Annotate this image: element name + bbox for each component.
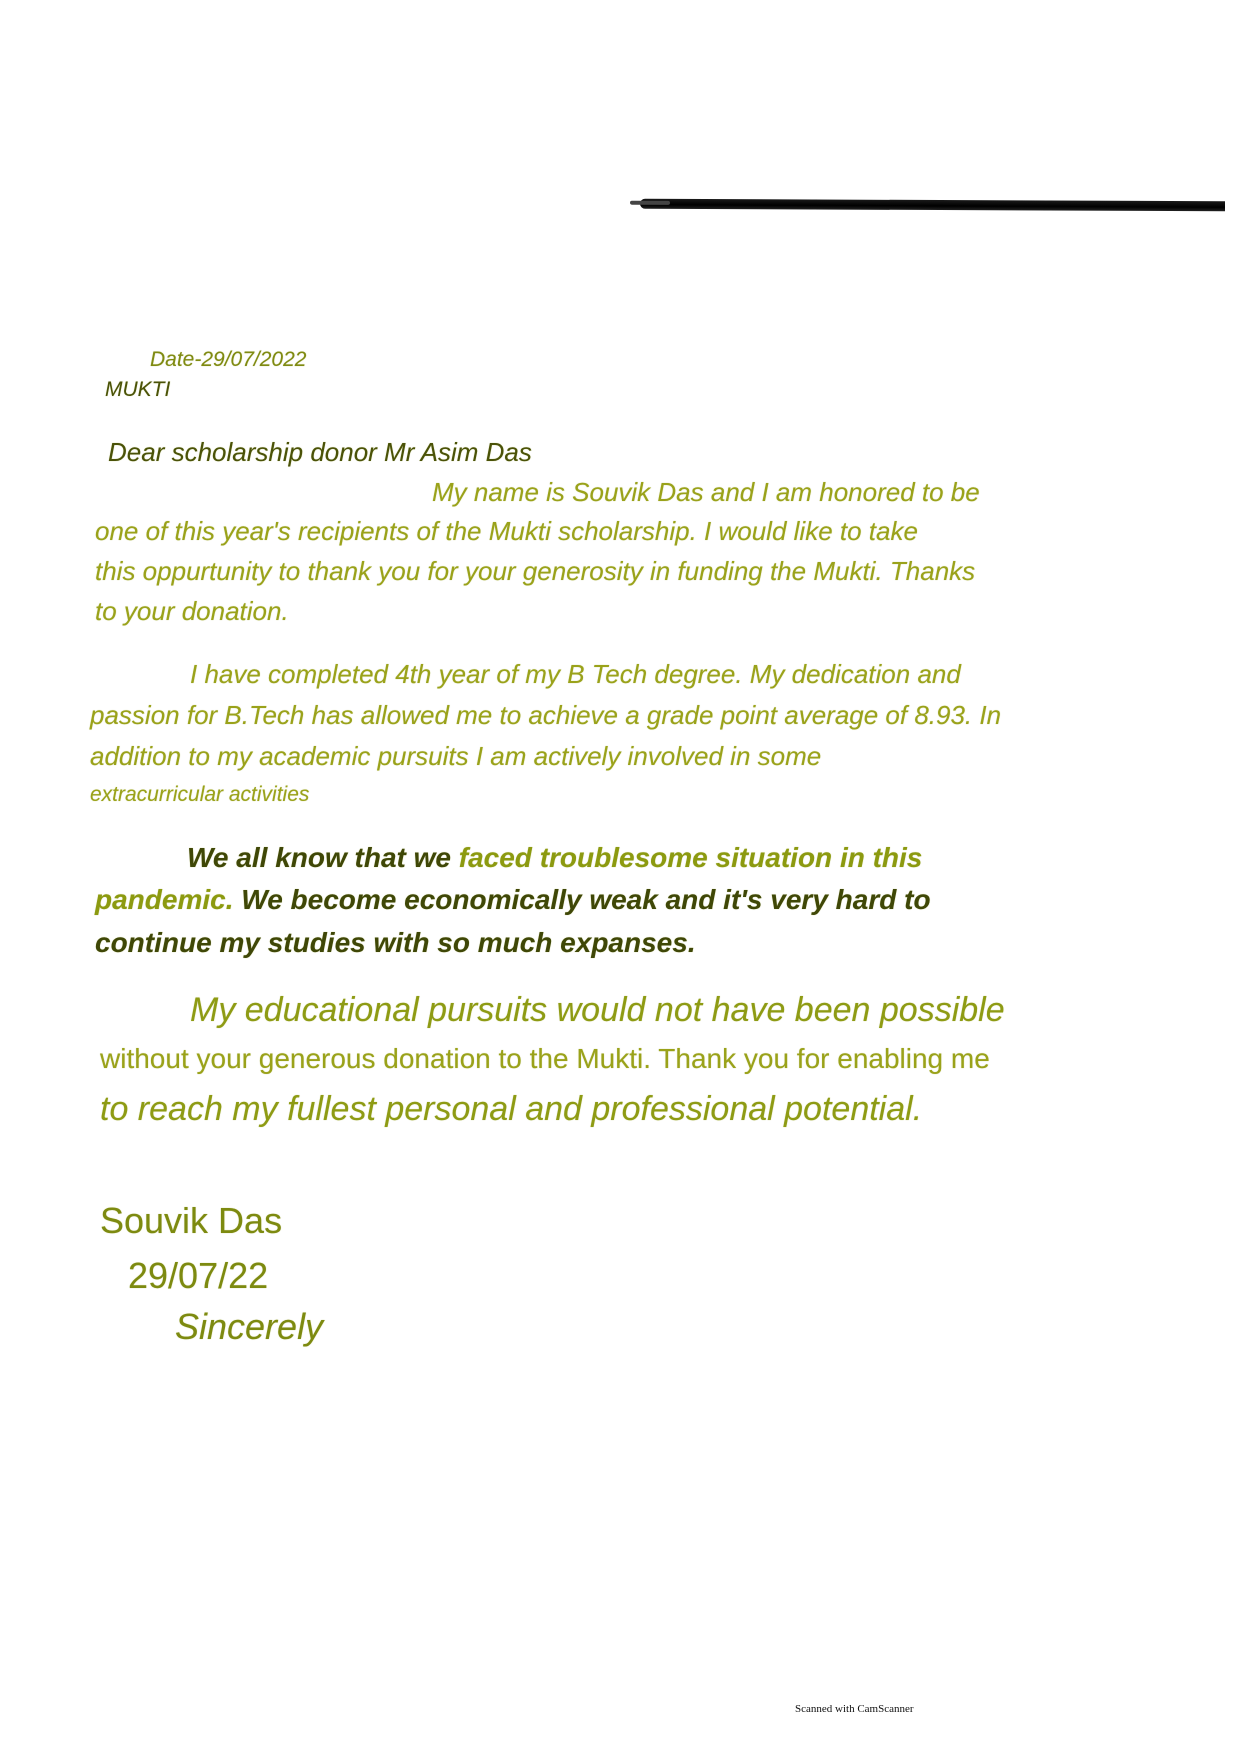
paragraph-3-highlight: faced troublesome situation in this [458, 842, 923, 873]
signature-name: Souvik Das [100, 1200, 283, 1241]
paragraph-3-text: We [187, 842, 237, 873]
paragraph-3-text: We become economically weak and it's very hard to [241, 884, 931, 915]
paragraph-4-line: without your generous donation to the Mukti. Thank you for enabling me [100, 1043, 990, 1074]
paragraph-2-line: passion for B.Tech has allowed me to achieve a grade point average of 8.93. In [90, 700, 1002, 730]
paragraph-3-highlight: pandemic. [95, 884, 242, 915]
paragraph-1-line: to your donation. [95, 596, 289, 626]
signature-date: 29/07/22 [128, 1255, 269, 1296]
letter-date: Date-29/07/2022 [150, 348, 307, 371]
paragraph-1-line: one of this year's recipients of the Mukti scholarship. I would like to take [95, 516, 918, 546]
signature-closing: Sincerely [175, 1306, 324, 1347]
paragraph-1-line: this oppurtunity to thank you for your generosity in funding the Mukti. Thanks [95, 556, 976, 586]
paragraph-4-line: My educational pursuits would not have been possible [190, 991, 1005, 1029]
paragraph-2-line: extracurricular activities [90, 783, 310, 806]
paragraph-3-line: continue my studies with so much expanses. [95, 927, 696, 958]
paragraph-3-line [95, 884, 931, 916]
scanner-watermark: Scanned with CamScanner [795, 1703, 914, 1715]
paragraph-3-line [187, 842, 922, 874]
paragraph-2-line: addition to my academic pursuits I am actively involved in some [90, 741, 822, 771]
paragraph-1-line: My name is Souvik Das and I am honored to be [432, 477, 980, 507]
salutation: Dear scholarship donor Mr Asim Das [108, 437, 532, 467]
paragraph-3-text: all know that we [236, 842, 459, 873]
organization-name: MUKTI [105, 378, 171, 401]
paragraph-2-line: I have completed 4th year of my B Tech degree. My dedication and [190, 659, 961, 689]
paragraph-4-line: to reach my fullest personal and professional potential. [100, 1090, 923, 1128]
scan-edge-shadow [640, 199, 1225, 212]
